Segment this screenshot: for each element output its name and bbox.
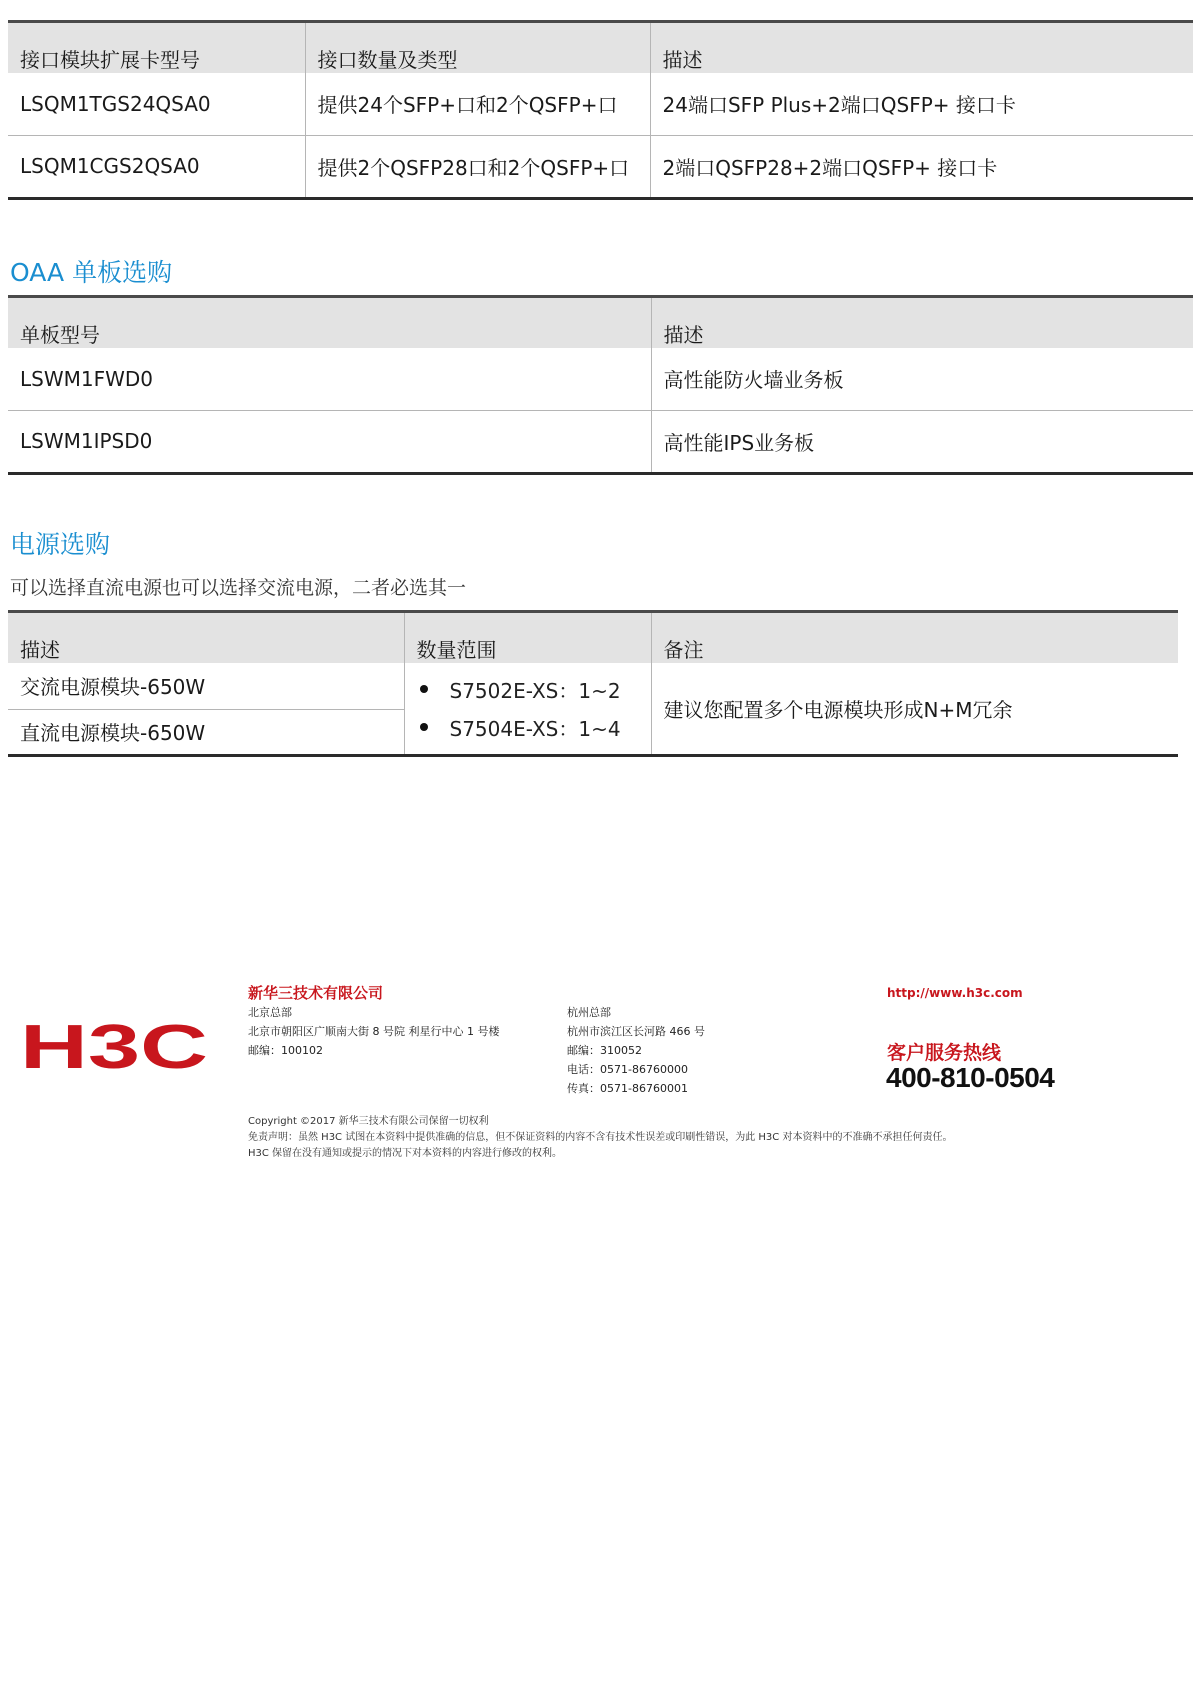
table-row — [8, 410, 1193, 473]
hangzhou-title: 杭州总部 — [567, 1006, 611, 1019]
disclaimer: H3C 保留在没有通知或提示的情况下对本资料的内容进行修改的权利。 — [248, 1148, 563, 1159]
hangzhou-fax: 传真：0571-86760001 — [567, 1082, 688, 1095]
model-cell: LSQM1TGS24QSA0 — [8, 73, 305, 135]
quantity-text: S7502E-XS：1~2 — [449, 678, 621, 703]
copyright: Copyright ©2017 新华三技术有限公司保留一切权利 — [248, 1116, 489, 1127]
board-model-cell: LSWM1IPSD0 — [8, 410, 651, 473]
power-note: 可以选择直流电源也可以选择交流电源，二者必选其一 — [10, 577, 467, 599]
column-header: 备注 — [651, 612, 1178, 664]
list-item — [406, 708, 650, 746]
power-table — [8, 610, 1178, 757]
model-cell: LSQM1CGS2QSA0 — [8, 135, 305, 198]
disclaimer: 免责声明：虽然 H3C 试图在本资料中提供准确的信息，但不保证资料的内容不含有技术性误差或印刷性错误，为此 H3C 对本资料中的不准确不承担任何责任。 — [248, 1132, 953, 1143]
power-description-cell: 交流电源模块-650W — [8, 663, 404, 709]
hotline-label: 客户服务热线 — [887, 1042, 1002, 1064]
table-header-row — [8, 297, 1193, 349]
bullet-icon — [420, 685, 428, 693]
website-link[interactable]: http://www.h3c.com — [887, 986, 1023, 1000]
description-cell: 24端口SFP Plus+2端口QSFP+ 接口卡 — [662, 93, 1016, 118]
beijing-title: 北京总部 — [248, 1006, 292, 1019]
column-header: 接口数量及类型 — [305, 22, 650, 74]
table-header-row — [8, 22, 1193, 74]
company-name: 新华三技术有限公司 — [248, 984, 384, 1002]
beijing-address: 北京市朝阳区广顺南大街 8 号院 利星行中心 1 号楼 — [248, 1025, 500, 1038]
table-row — [8, 73, 1193, 135]
ports-cell: 提供24个SFP+口和2个QSFP+口 — [305, 73, 650, 135]
section-title-oaa: OAA 单板选购 — [10, 258, 173, 287]
hangzhou-postcode: 邮编：310052 — [567, 1044, 642, 1057]
quantity-text: S7504E-XS：1~4 — [449, 716, 621, 741]
power-description-cell: 直流电源模块-650W — [8, 709, 404, 755]
logo-text: H3C — [20, 1018, 208, 1074]
beijing-postcode: 邮编：100102 — [248, 1044, 323, 1057]
hangzhou-address: 杭州市滨江区长河路 466 号 — [567, 1025, 705, 1038]
ports-cell: 提供2个QSFP28口和2个QSFP+口 — [305, 135, 650, 198]
list-item — [406, 670, 650, 708]
column-header: 接口模块扩展卡型号 — [8, 22, 305, 74]
section-title-power: 电源选购 — [10, 530, 111, 559]
board-model-cell: LSWM1FWD0 — [8, 348, 651, 410]
column-header: 描述 — [8, 612, 404, 664]
description-cell: 2端口QSFP28+2端口QSFP+ 接口卡 — [650, 135, 1193, 198]
hotline-number: 400-810-0504 — [886, 1062, 1055, 1093]
column-header: 描述 — [651, 297, 1193, 349]
h3c-logo — [20, 1018, 208, 1074]
column-header: 描述 — [650, 22, 1193, 74]
remark-cell: 建议您配置多个电源模块形成N+M冗余 — [663, 697, 1013, 722]
table-row — [8, 663, 1178, 709]
interface-module-table — [8, 20, 1193, 200]
oaa-board-table — [8, 295, 1193, 475]
description-cell: 高性能IPS业务板 — [651, 410, 1193, 473]
column-header: 单板型号 — [8, 297, 651, 349]
description-cell: 高性能防火墙业务板 — [663, 368, 844, 393]
table-row — [8, 348, 1193, 410]
table-header-row — [8, 612, 1178, 664]
quantity-cell — [404, 663, 651, 755]
column-header: 数量范围 — [404, 612, 651, 664]
hangzhou-tel: 电话：0571-86760000 — [567, 1063, 688, 1076]
bullet-icon — [420, 723, 428, 731]
table-row — [8, 135, 1193, 198]
